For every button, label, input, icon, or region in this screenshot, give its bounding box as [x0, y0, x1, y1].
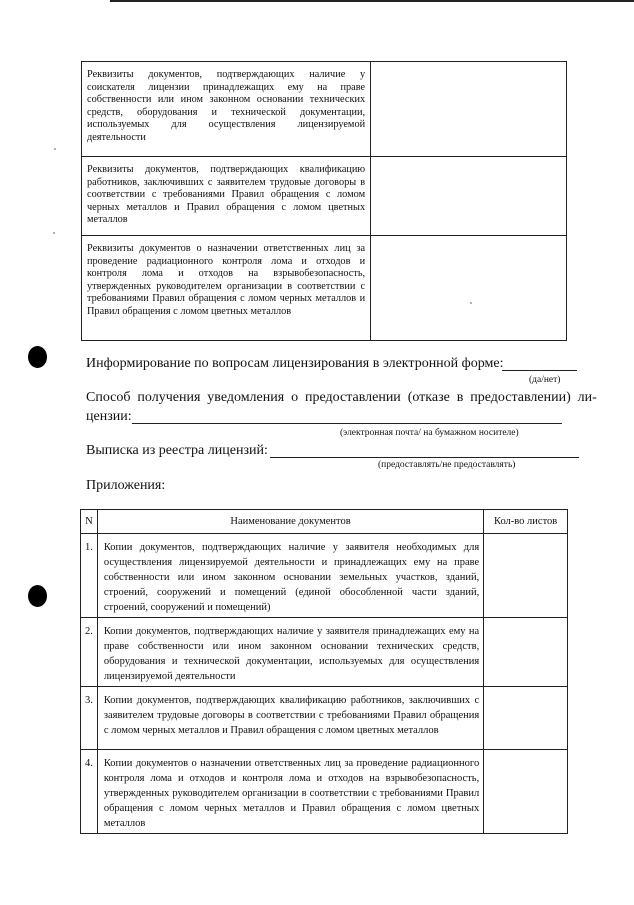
attachment-name: Копии документов, подтверждающих квалификацию работников, заключивших с заявителем трудовые договоры в соответствии с требованиями Правил обращения с ломом черных металлов и Правил обращения с ломом цветных металлов: [97, 687, 483, 750]
scan-top-edge: [110, 0, 634, 2]
requisites-value-cell[interactable]: [371, 62, 567, 157]
attachment-num: 2.: [81, 618, 98, 687]
electronic-info-hint: (да/нет): [529, 375, 561, 385]
attachment-pages-cell[interactable]: [484, 534, 568, 618]
requisites-table: [81, 61, 567, 341]
table-row: [81, 750, 568, 834]
table-row: [82, 157, 567, 236]
requisites-label: Реквизиты документов о назначении ответственных лиц за проведение радиационного контроля лома и отходов и контроля лома и отходов на взрывобезопасность, утвержденных руководителем организации в соответствии с требованиями Правил обращения с ломом черных металлов и Правил обращения с ломом цветных металлов: [82, 236, 371, 341]
requisites-label: Реквизиты документов, подтверждающих наличие у соискателя лицензии принадлежащих ему на праве собственности или ином законном основании технических средств, оборудования и технической документации, используемых для осуществления лицензируемой деятельности: [82, 62, 371, 157]
requisites-label: Реквизиты документов, подтверждающих квалификацию работников, заключивших с заявителем трудовые договоры в соответствии с требованиями Правил обращения с ломом черных металлов и Правил обращения с ломом цветных металлов: [82, 157, 371, 236]
scan-speck: [53, 232, 55, 234]
notification-field[interactable]: [132, 423, 562, 424]
attachment-name: Копии документов, подтверждающих наличие у заявителя необходимых для осуществления лицензируемой деятельности и принадлежащих ему на праве собственности или ином законном основании земельных участков, зданий, строений, сооружений и помещений (единой обособленной части зданий, строений, сооружений и помещений): [97, 534, 483, 618]
attachment-num: 4.: [81, 750, 98, 834]
header-pages: Кол-во листов: [484, 510, 568, 534]
electronic-info-field[interactable]: [502, 370, 577, 371]
registry-extract-label: Выписка из реестра лицензий:: [86, 443, 268, 458]
attachment-num: 3.: [81, 687, 98, 750]
requisites-value-cell[interactable]: [371, 236, 567, 341]
electronic-info-label: Информирование по вопросам лицензирования в электронной форме:: [86, 356, 504, 371]
attachment-name: Копии документов о назначении ответственных лиц за проведение радиационного контроля лома и отходов и контроля лома и отходов на взрывобезопасность, утвержденных руководителем организации в соответствии с требованиями Правил обращения с ломом черных металлов и Правил обращения с ломом цветных металлов: [97, 750, 483, 834]
notification-label-line2: цензии:: [86, 409, 132, 424]
requisites-value-cell[interactable]: [371, 157, 567, 236]
table-row: [81, 687, 568, 750]
notification-label-line1: Способ получения уведомления о предоставлении (отказе в предоставлении) ли-: [86, 390, 597, 405]
registry-extract-hint: (предоставлять/не предоставлять): [378, 460, 516, 470]
attachment-num: 1.: [81, 534, 98, 618]
table-header-row: [81, 510, 568, 534]
attachment-pages-cell[interactable]: [484, 687, 568, 750]
attachment-name: Копии документов, подтверждающих наличие у заявителя принадлежащих ему на праве собственности или ином законном основании технических средств, оборудования и технической документации, используемых для осуществления лицензируемой деятельности: [97, 618, 483, 687]
attachments-title: Приложения:: [86, 478, 166, 493]
header-name: Наименование документов: [97, 510, 483, 534]
notification-hint: (электронная почта/ на бумажном носителе): [340, 428, 519, 438]
registry-extract-field[interactable]: [270, 457, 579, 458]
attachments-table: [80, 509, 568, 834]
attachment-pages-cell[interactable]: [484, 750, 568, 834]
punch-hole-top: [28, 346, 47, 368]
attachment-pages-cell[interactable]: [484, 618, 568, 687]
table-row: [82, 62, 567, 157]
table-row: [81, 534, 568, 618]
header-num: N: [81, 510, 98, 534]
scan-speck: [54, 148, 56, 150]
table-row: [81, 618, 568, 687]
punch-hole-bottom: [28, 585, 47, 607]
table-row: [82, 236, 567, 341]
